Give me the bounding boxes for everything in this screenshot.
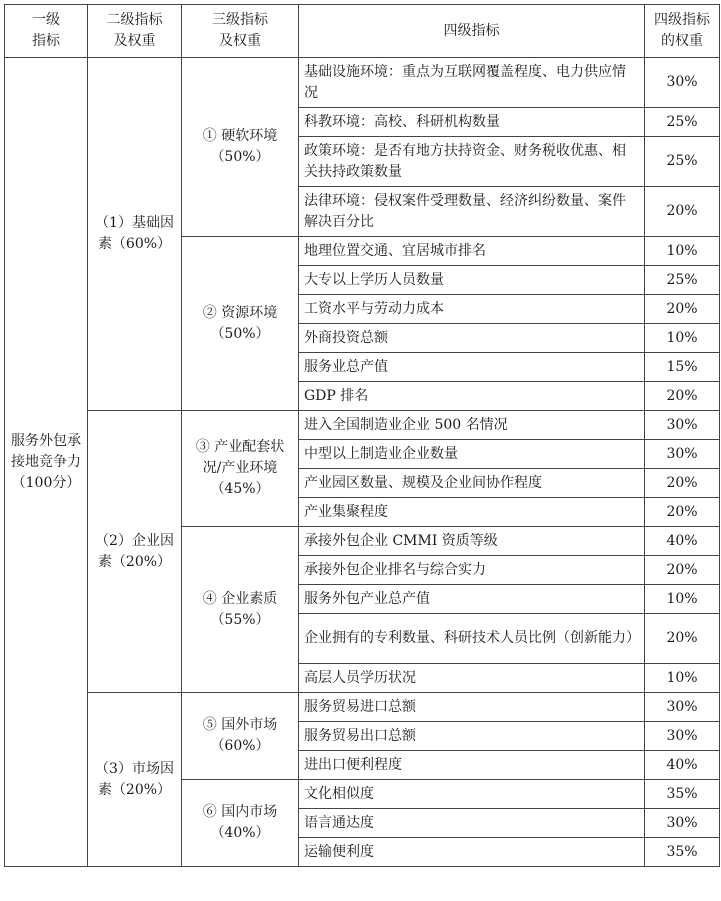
weight-cell: 20%: [645, 469, 720, 498]
level4-cell: 语言通达度: [299, 809, 645, 838]
weight-cell: 30%: [645, 440, 720, 469]
level4-cell: 政策环境：是否有地方扶持资金、财务税收优惠、相关扶持政策数量: [299, 137, 645, 187]
weight-cell: 30%: [645, 693, 720, 722]
level3-cell: ④ 企业素质（55%）: [182, 527, 299, 693]
level3-cell: ③ 产业配套状况/产业环境（45%）: [182, 411, 299, 527]
weight-cell: 15%: [645, 353, 720, 382]
level1-cell: 服务外包承接地竞争力（100分）: [5, 58, 88, 867]
header-row: [5, 5, 720, 58]
table-row: [5, 411, 720, 440]
level4-cell: 文化相似度: [299, 780, 645, 809]
level2-cell: （2）企业因素（20%）: [88, 411, 182, 693]
table-row: [5, 693, 720, 722]
weight-cell: 10%: [645, 324, 720, 353]
level2-cell: （3）市场因素（20%）: [88, 693, 182, 867]
level4-cell: 进入全国制造业企业 500 名情况: [299, 411, 645, 440]
level4-cell: 运输便利度: [299, 838, 645, 867]
weight-cell: 40%: [645, 527, 720, 556]
level4-cell: 大专以上学历人员数量: [299, 266, 645, 295]
weight-cell: 35%: [645, 780, 720, 809]
header-weight: 四级指标 的权重: [645, 5, 720, 58]
level4-cell: 服务外包产业总产值: [299, 585, 645, 614]
weight-cell: 10%: [645, 585, 720, 614]
level2-cell: （1）基础因素（60%）: [88, 58, 182, 411]
weight-cell: 30%: [645, 722, 720, 751]
header-level2: 二级指标 及权重: [88, 5, 182, 58]
level4-cell: 企业拥有的专利数量、科研技术人员比例（创新能力）: [299, 614, 645, 664]
level4-cell: 服务贸易出口总额: [299, 722, 645, 751]
header-level4: 四级指标: [299, 5, 645, 58]
level4-cell: 服务贸易进口总额: [299, 693, 645, 722]
level3-cell: ② 资源环境（50%）: [182, 237, 299, 411]
weight-cell: 20%: [645, 382, 720, 411]
level4-cell: 服务业总产值: [299, 353, 645, 382]
level4-cell: GDP 排名: [299, 382, 645, 411]
weight-cell: 20%: [645, 295, 720, 324]
weight-cell: 30%: [645, 58, 720, 108]
weight-cell: 20%: [645, 614, 720, 664]
level4-cell: 科教环境：高校、科研机构数量: [299, 108, 645, 137]
level4-cell: 承接外包企业 CMMI 资质等级: [299, 527, 645, 556]
weight-cell: 20%: [645, 498, 720, 527]
weight-cell: 25%: [645, 266, 720, 295]
table-row: [5, 58, 720, 108]
level3-cell: ⑤ 国外市场（60%）: [182, 693, 299, 780]
weight-cell: 25%: [645, 108, 720, 137]
weight-cell: 10%: [645, 237, 720, 266]
level4-cell: 进出口便利程度: [299, 751, 645, 780]
level4-cell: 高层人员学历状况: [299, 664, 645, 693]
level4-cell: 承接外包企业排名与综合实力: [299, 556, 645, 585]
level4-cell: 工资水平与劳动力成本: [299, 295, 645, 324]
header-level3: 三级指标 及权重: [182, 5, 299, 58]
level4-cell: 产业园区数量、规模及企业间协作程度: [299, 469, 645, 498]
level4-cell: 法律环境：侵权案件受理数量、经济纠纷数量、案件解决百分比: [299, 187, 645, 237]
weight-cell: 10%: [645, 664, 720, 693]
indicator-table: [4, 4, 720, 867]
level4-cell: 中型以上制造业企业数量: [299, 440, 645, 469]
header-level1: 一级 指标: [5, 5, 88, 58]
level4-cell: 外商投资总额: [299, 324, 645, 353]
weight-cell: 20%: [645, 556, 720, 585]
weight-cell: 20%: [645, 187, 720, 237]
level4-cell: 产业集聚程度: [299, 498, 645, 527]
level4-cell: 基础设施环境：重点为互联网覆盖程度、电力供应情况: [299, 58, 645, 108]
weight-cell: 25%: [645, 137, 720, 187]
level4-cell: 地理位置交通、宜居城市排名: [299, 237, 645, 266]
weight-cell: 30%: [645, 809, 720, 838]
weight-cell: 35%: [645, 838, 720, 867]
weight-cell: 40%: [645, 751, 720, 780]
level3-cell: ① 硬软环境（50%）: [182, 58, 299, 237]
level3-cell: ⑥ 国内市场（40%）: [182, 780, 299, 867]
weight-cell: 30%: [645, 411, 720, 440]
